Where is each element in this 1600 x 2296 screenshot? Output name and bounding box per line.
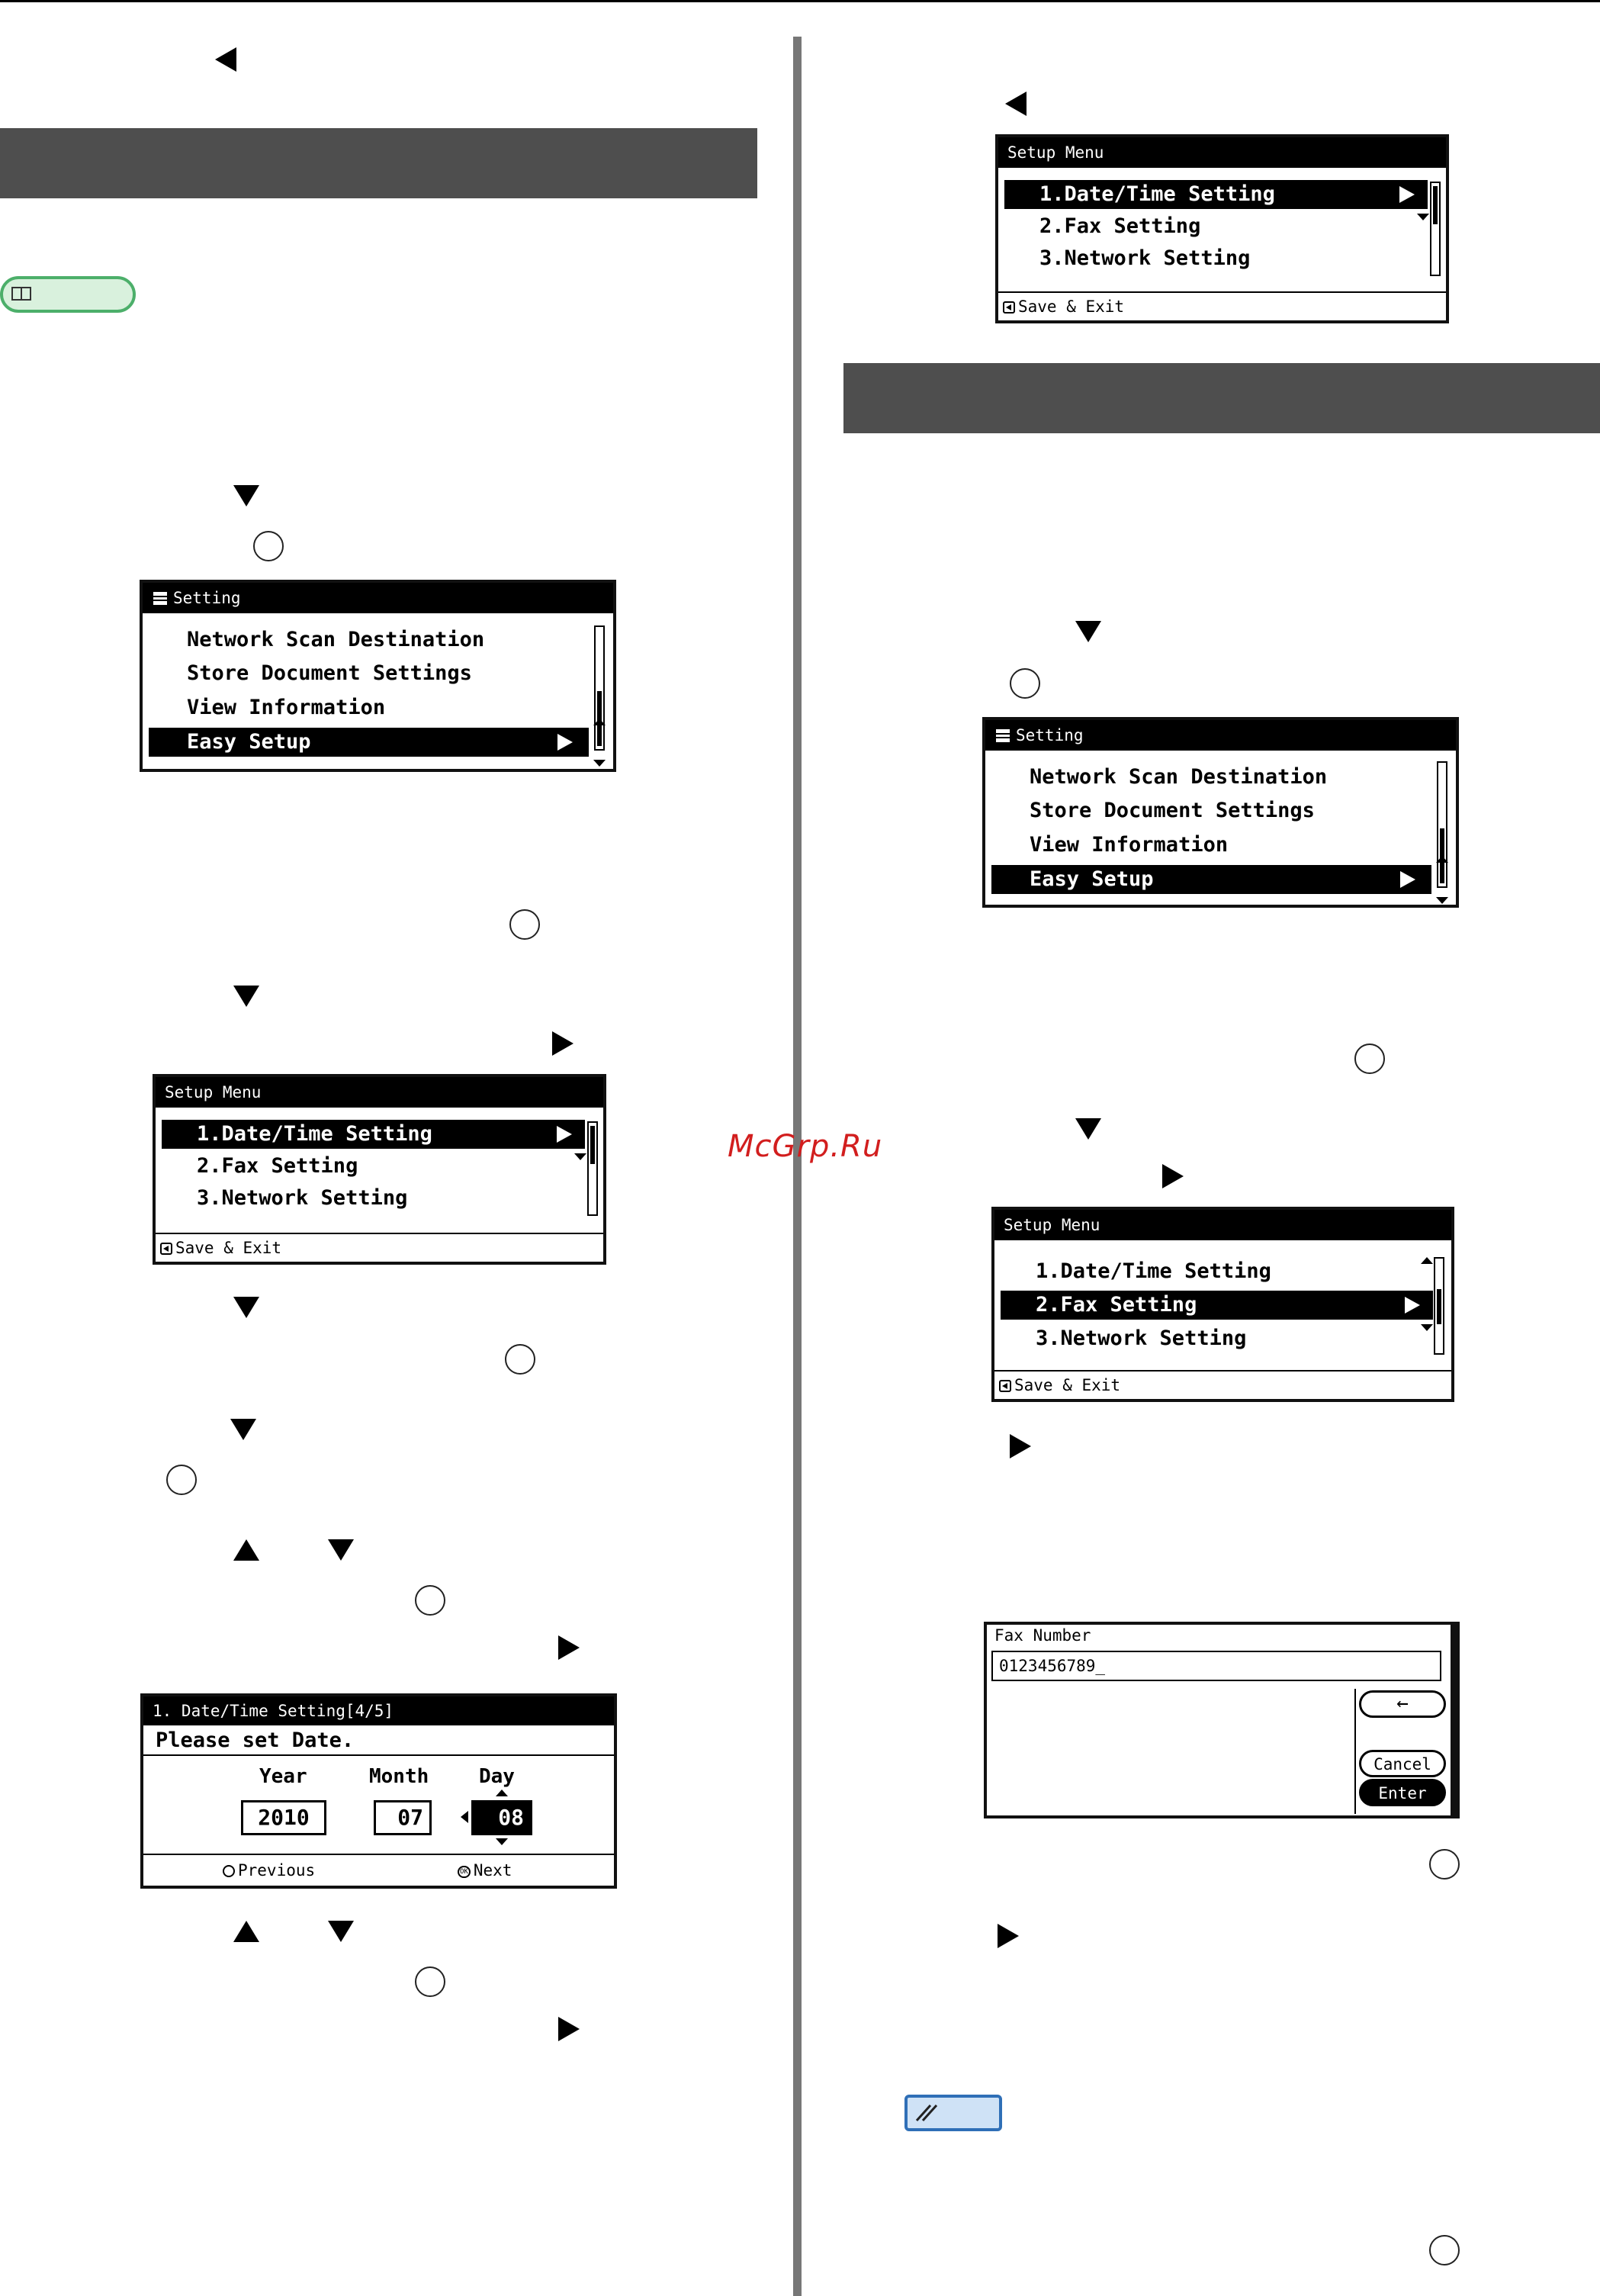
chevron-right-icon [1405, 1297, 1420, 1314]
back-key-icon [160, 1243, 172, 1255]
down-key-icon [328, 1921, 354, 1942]
watermark: McGrp.Ru [728, 1129, 883, 1164]
down-key-icon [1075, 621, 1101, 642]
setting-item[interactable]: Network Scan Destination [187, 628, 485, 651]
book-icon [11, 285, 34, 304]
setup-menu-footer[interactable]: Save & Exit [156, 1233, 603, 1262]
date-panel-title: 1. Date/Time Setting[4/5] [143, 1696, 614, 1725]
setting-item[interactable]: Store Document Settings [187, 661, 472, 685]
setup-menu-right-top [995, 134, 1449, 323]
up-key-icon [233, 1921, 259, 1942]
ok-key-icon [1429, 2235, 1460, 2265]
setup-menu-title: Setup Menu [156, 1077, 603, 1108]
scrollbar[interactable] [1434, 1257, 1444, 1355]
setup-item[interactable]: 2.Fax Setting [1039, 214, 1201, 238]
ok-key-icon [1354, 1043, 1385, 1074]
down-key-icon [230, 1419, 256, 1440]
back-circle-icon [223, 1865, 235, 1877]
setting-item-selected[interactable]: Easy Setup [991, 865, 1431, 894]
chevron-right-icon [557, 734, 573, 751]
down-key-icon [1075, 1118, 1101, 1140]
backspace-button[interactable]: ← [1359, 1690, 1446, 1718]
setup-menu-title: Setup Menu [994, 1210, 1451, 1240]
year-label: Year [259, 1765, 307, 1788]
right-key-icon [998, 1924, 1019, 1948]
top-rule [0, 0, 1600, 2]
scroll-down-icon [593, 760, 606, 767]
day-down-icon [496, 1838, 508, 1845]
ok-key-icon [166, 1465, 197, 1495]
chevron-right-icon [1399, 186, 1415, 203]
date-setting-panel [140, 1693, 617, 1889]
scroll-down-icon [1421, 1324, 1433, 1331]
ok-key-icon [1429, 1849, 1460, 1880]
ok-key-icon [505, 1344, 535, 1375]
right-key-icon [1162, 1164, 1184, 1188]
setup-menu-footer[interactable]: Save & Exit [994, 1370, 1451, 1399]
right-key-icon [558, 2017, 580, 2041]
setting-panel-left [140, 580, 616, 772]
down-key-icon [233, 986, 259, 1007]
panel-divider [1354, 1689, 1356, 1814]
setting-item-selected[interactable]: Easy Setup [149, 728, 589, 757]
fax-number-label: Fax Number [994, 1626, 1091, 1645]
up-key-icon [233, 1539, 259, 1561]
ok-glyph-icon: OK [458, 1866, 471, 1878]
setup-item[interactable]: 3.Network Setting [1036, 1326, 1247, 1350]
scrollbar[interactable] [587, 1121, 598, 1216]
field-left-icon [461, 1811, 468, 1823]
fax-number-input[interactable]: 0123456789_ [991, 1651, 1441, 1681]
right-key-icon [1010, 1434, 1031, 1458]
down-key-icon [233, 1297, 259, 1318]
down-key-icon [233, 485, 259, 506]
setup-menu-footer[interactable]: Save & Exit [998, 291, 1446, 320]
down-key-icon [328, 1539, 354, 1561]
previous-button[interactable]: Previous [223, 1855, 315, 1886]
setting-icon [994, 728, 1011, 743]
section-banner-right [843, 363, 1600, 433]
setup-item[interactable]: 3.Network Setting [1039, 246, 1251, 270]
setting-item[interactable]: Store Document Settings [1030, 799, 1315, 822]
setting-icon [152, 590, 169, 606]
setup-menu-right-fax [991, 1207, 1454, 1402]
ok-key-icon [509, 909, 540, 940]
scrollbar[interactable] [594, 625, 605, 751]
day-field-selected[interactable]: 08 [471, 1800, 532, 1835]
year-field[interactable]: 2010 [241, 1800, 326, 1835]
scroll-up-icon [593, 719, 606, 725]
scrollbar[interactable] [1437, 761, 1447, 888]
scroll-up-icon [1436, 856, 1448, 863]
back-key-icon [215, 47, 236, 72]
enter-button[interactable]: Enter [1359, 1779, 1446, 1806]
section-banner-left [0, 128, 757, 198]
right-key-icon [558, 1635, 580, 1660]
setup-item[interactable]: 2.Fax Setting [197, 1154, 358, 1178]
ok-key-icon [253, 531, 284, 561]
scrollbar[interactable] [1430, 182, 1441, 276]
setting-panel-title: Setting [143, 583, 613, 613]
month-label: Month [369, 1765, 429, 1788]
ok-key-icon [415, 1585, 445, 1616]
ok-key-icon [415, 1966, 445, 1997]
setup-item[interactable]: 3.Network Setting [197, 1186, 408, 1210]
setup-item-selected[interactable]: 1.Date/Time Setting [162, 1120, 585, 1149]
column-divider [793, 37, 802, 2296]
setting-item[interactable]: View Information [187, 696, 386, 719]
date-panel-footer [143, 1854, 614, 1886]
chevron-right-icon [1400, 871, 1415, 888]
setup-menu-title: Setup Menu [998, 137, 1446, 168]
reference-badge [0, 276, 136, 313]
memo-pencil-icon [914, 2102, 940, 2124]
next-button[interactable]: OK Next [458, 1855, 512, 1886]
scroll-down-icon [574, 1153, 586, 1160]
ok-key-icon [1010, 668, 1040, 699]
setting-panel-right [982, 717, 1459, 908]
back-key-icon [1003, 301, 1015, 314]
setting-panel-title: Setting [985, 720, 1456, 751]
right-key-icon [552, 1031, 573, 1056]
day-label: Day [479, 1765, 515, 1788]
setting-item[interactable]: Network Scan Destination [1030, 765, 1328, 789]
day-up-icon [496, 1790, 508, 1796]
chevron-right-icon [557, 1126, 572, 1143]
back-key-icon [999, 1380, 1011, 1392]
setup-item-selected[interactable]: 2.Fax Setting [1001, 1291, 1433, 1320]
setup-item-selected[interactable]: 1.Date/Time Setting [1004, 180, 1428, 209]
setting-item[interactable]: View Information [1030, 833, 1229, 857]
scroll-down-icon [1417, 214, 1429, 220]
back-key-icon [1005, 92, 1027, 116]
setup-item[interactable]: 1.Date/Time Setting [1036, 1259, 1271, 1283]
month-field[interactable]: 07 [374, 1800, 432, 1835]
setup-menu-left [153, 1074, 606, 1265]
scroll-down-icon [1436, 897, 1448, 904]
date-prompt: Please set Date. [143, 1725, 614, 1756]
memo-badge [904, 2095, 1002, 2131]
cancel-button[interactable]: Cancel [1359, 1750, 1446, 1777]
scroll-up-icon [1421, 1257, 1433, 1264]
fax-number-panel [984, 1622, 1460, 1818]
